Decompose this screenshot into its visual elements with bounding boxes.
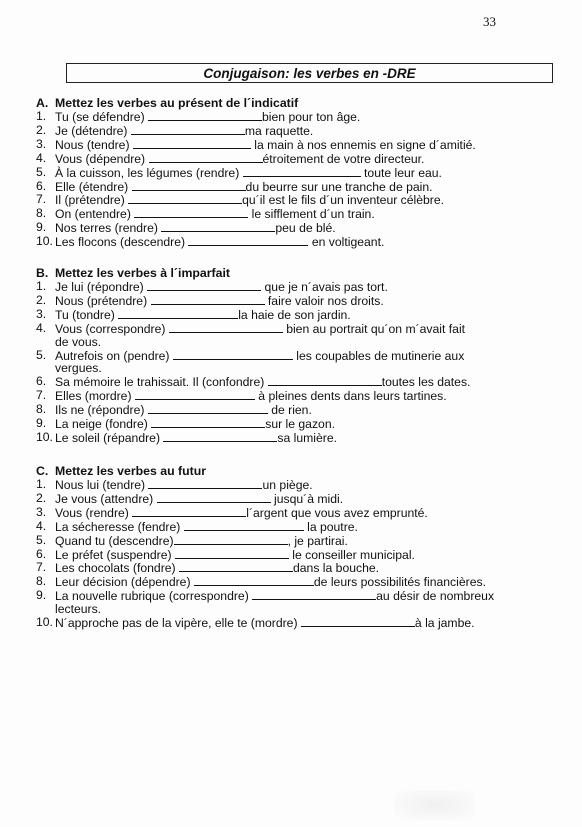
item-completion: ma raquette. (244, 123, 314, 138)
item-prompt: La sécheresse (fendre) (55, 519, 184, 534)
item-number: 5. (36, 347, 47, 362)
answer-blank[interactable] (132, 180, 246, 191)
section-b (36, 267, 556, 445)
answer-blank[interactable] (161, 221, 275, 232)
exercise-item (36, 506, 556, 520)
exercise-item (36, 478, 556, 492)
item-prompt: À la cuisson, les légumes (rendre) (55, 165, 243, 180)
item-prompt: Nous (prétendre) (55, 293, 151, 308)
item-prompt: Vous (rendre) (55, 505, 133, 520)
item-number: 1. (36, 279, 47, 293)
section-letter: A. (36, 96, 49, 110)
exercise-item-continuation (36, 336, 556, 349)
exercise-item-continuation (36, 362, 556, 375)
page-number: 33 (483, 14, 496, 29)
item-prompt: Ils ne (répondre) (55, 403, 148, 418)
item-prompt: Nous lui (tendre) (55, 478, 149, 492)
answer-blank[interactable] (151, 294, 265, 305)
item-completion: bien au portrait qu´on m´avait fait (282, 321, 466, 336)
item-number: 6. (36, 374, 47, 389)
exercise-item (36, 138, 556, 152)
answer-blank[interactable] (194, 575, 314, 586)
item-prompt: Vous (correspondre) (55, 321, 169, 336)
exercise-item (36, 548, 556, 562)
item-number: 8. (36, 206, 47, 221)
item-completion: l´argent que vous avez emprunté. (246, 505, 428, 520)
item-prompt: Vous (dépendre) (55, 151, 149, 166)
item-completion: dans la bouche. (292, 561, 380, 576)
item-completion: toutes les dates. (381, 375, 471, 390)
item-number: 5. (36, 532, 47, 547)
exercise-item (36, 124, 556, 138)
item-continuation-text: vergues. (55, 361, 102, 376)
exercise-item (36, 235, 556, 249)
section-heading (36, 465, 556, 478)
exercise-item (36, 280, 556, 294)
item-prompt: Leur décision (dépendre) (55, 575, 194, 590)
answer-blank[interactable] (188, 235, 308, 246)
exercise-item (36, 575, 556, 589)
item-prompt: Je (détendre) (55, 123, 131, 138)
exercise-item (36, 589, 556, 603)
section-heading-text: Mettez les verbes au futur (55, 464, 207, 478)
answer-blank[interactable] (149, 152, 263, 163)
exercise-item (36, 294, 556, 308)
exercise-item (36, 417, 556, 431)
item-prompt: Quand tu (descendre) (55, 533, 174, 548)
item-completion: toute leur eau. (360, 165, 442, 180)
item-completion: la haie de son jardin. (238, 307, 351, 322)
item-completion: faire valoir nos droits. (264, 293, 384, 308)
exercise-item (36, 221, 556, 235)
item-prompt: Elles (mordre) (55, 389, 135, 404)
section-a (36, 97, 556, 249)
item-number: 9. (36, 416, 47, 431)
item-completion: à pleines dents dans leurs tartines. (254, 389, 447, 404)
item-number: 5. (36, 164, 47, 179)
item-completion: du beurre sur une tranche de pain. (245, 179, 433, 194)
item-number: 4. (36, 518, 47, 533)
item-number: 3. (36, 504, 47, 519)
exercise-item (36, 431, 556, 445)
item-continuation-text: de vous. (55, 334, 102, 349)
item-completion: le conseiller municipal. (288, 547, 415, 562)
item-number: 1. (36, 109, 47, 123)
answer-blank[interactable] (169, 322, 283, 333)
exercise-item (36, 322, 556, 336)
exercise-item (36, 520, 556, 534)
item-number: 7. (36, 388, 47, 403)
item-completion: de rien. (267, 403, 312, 418)
answer-blank[interactable] (243, 166, 361, 177)
item-prompt: Nos terres (rendre) (55, 221, 162, 236)
item-completion: la poutre. (303, 519, 358, 534)
item-prompt: Je vous (attendre) (55, 491, 157, 506)
item-prompt: La nouvelle rubrique (correspondre) (55, 589, 253, 604)
item-number: 2. (36, 490, 47, 505)
answer-blank[interactable] (301, 616, 415, 627)
item-prompt: Le préfet (suspendre) (55, 547, 175, 562)
exercise-item (36, 349, 556, 363)
exercise-item (36, 616, 556, 630)
answer-blank[interactable] (173, 349, 293, 360)
exercise-item (36, 166, 556, 180)
exercise-item (36, 207, 556, 221)
item-number: 8. (36, 574, 47, 589)
answer-blank[interactable] (128, 193, 242, 204)
item-prompt: Tu (se défendre) (55, 110, 149, 124)
exercise-list (36, 280, 556, 445)
section-heading-text: Mettez les verbes au présent de l´indicatif (55, 96, 299, 110)
answer-blank[interactable] (252, 589, 376, 600)
item-prompt: Il (prétendre) (55, 193, 129, 208)
exercise-list (36, 110, 556, 249)
answer-blank[interactable] (148, 478, 262, 489)
item-prompt: Le soleil (répandre) (55, 430, 164, 445)
item-number: 8. (36, 402, 47, 417)
item-prompt: Les flocons (descendre) (55, 235, 189, 250)
item-completion: jusqu´à midi. (270, 491, 344, 506)
item-number: 10. (36, 429, 53, 444)
exercise-item (36, 561, 556, 575)
answer-blank[interactable] (134, 207, 248, 218)
exercise-item (36, 152, 556, 166)
section-heading (36, 97, 556, 110)
section-c (36, 465, 556, 630)
item-number: 9. (36, 220, 47, 235)
item-completion: au désir de nombreux (376, 589, 495, 604)
item-completion: étroitement de votre directeur. (262, 151, 425, 166)
scan-smudge (395, 790, 475, 820)
item-number: 3. (36, 306, 47, 321)
item-completion: de leurs possibilités financières. (313, 575, 486, 590)
item-prompt: N´approche pas de la vipère, elle te (mordre) (55, 616, 301, 631)
answer-blank[interactable] (147, 280, 261, 291)
item-number: 1. (36, 477, 47, 491)
answer-blank[interactable] (184, 520, 304, 531)
answer-blank[interactable] (174, 534, 288, 545)
exercise-item (36, 534, 556, 548)
answer-blank[interactable] (157, 492, 271, 503)
item-completion: que je n´avais pas tort. (261, 280, 388, 294)
answer-blank[interactable] (118, 308, 238, 319)
answer-blank[interactable] (133, 138, 251, 149)
answer-blank[interactable] (131, 124, 245, 135)
answer-blank[interactable] (148, 403, 268, 414)
item-number: 3. (36, 136, 47, 151)
item-prompt: Nous (tendre) (55, 137, 133, 152)
item-continuation-text: lecteurs. (55, 602, 102, 617)
item-number: 7. (36, 560, 47, 575)
exercise-item (36, 389, 556, 403)
item-completion: bien pour ton âge. (262, 110, 361, 124)
item-number: 10. (36, 234, 53, 249)
title-box (66, 63, 553, 83)
item-prompt: Sa mémoire le trahissait. Il (confondre) (55, 375, 268, 390)
item-completion: la main à nos ennemis en signe d´amitié. (250, 137, 476, 152)
item-completion: sa lumière. (277, 430, 337, 445)
item-completion: qu´il est le fils d´un inventeur célèbre. (242, 193, 445, 208)
item-completion: un piège. (262, 478, 313, 492)
answer-blank[interactable] (151, 417, 265, 428)
section-letter: B. (36, 266, 49, 280)
answer-blank[interactable] (163, 431, 277, 442)
item-prompt: La neige (fondre) (55, 417, 152, 432)
exercise-item-continuation (36, 603, 556, 616)
answer-blank[interactable] (179, 561, 293, 572)
item-completion: peu de blé. (275, 221, 336, 236)
item-number: 4. (36, 320, 47, 335)
item-prompt: Les chocolats (fondre) (55, 561, 179, 576)
item-completion: les coupables de mutinerie aux (292, 348, 465, 363)
item-completion: le sifflement d´un train. (248, 207, 375, 222)
item-number: 4. (36, 150, 47, 165)
exercise-item (36, 193, 556, 207)
page-title: Conjugaison: les verbes en -DRE (203, 65, 416, 81)
section-heading-text: Mettez les verbes à l´imparfait (55, 266, 230, 280)
item-number: 6. (36, 546, 47, 561)
item-completion: en voltigeant. (308, 235, 385, 250)
item-completion: sur le gazon. (265, 417, 335, 432)
item-prompt: Autrefois on (pendre) (55, 348, 173, 363)
exercise-item (36, 110, 556, 124)
section-letter: C. (36, 464, 49, 478)
answer-blank[interactable] (132, 506, 246, 517)
exercise-item (36, 375, 556, 389)
answer-blank[interactable] (135, 389, 255, 400)
exercise-item (36, 308, 556, 322)
item-number: 9. (36, 588, 47, 603)
item-number: 10. (36, 615, 53, 630)
item-prompt: Je lui (répondre) (55, 280, 148, 294)
item-number: 7. (36, 192, 47, 207)
answer-blank[interactable] (148, 110, 262, 121)
item-prompt: On (entendre) (55, 207, 135, 222)
exercise-item (36, 403, 556, 417)
answer-blank[interactable] (175, 548, 289, 559)
item-prompt: Elle (étendre) (55, 179, 132, 194)
item-prompt: Tu (tondre) (55, 307, 119, 322)
item-completion: , je partirai. (287, 533, 348, 548)
item-completion: à la jambe. (414, 616, 475, 631)
section-heading (36, 267, 556, 280)
exercise-item (36, 492, 556, 506)
item-number: 2. (36, 122, 47, 137)
exercise-list (36, 478, 556, 630)
answer-blank[interactable] (268, 375, 382, 386)
exercise-item (36, 180, 556, 194)
item-number: 2. (36, 292, 47, 307)
item-number: 6. (36, 178, 47, 193)
